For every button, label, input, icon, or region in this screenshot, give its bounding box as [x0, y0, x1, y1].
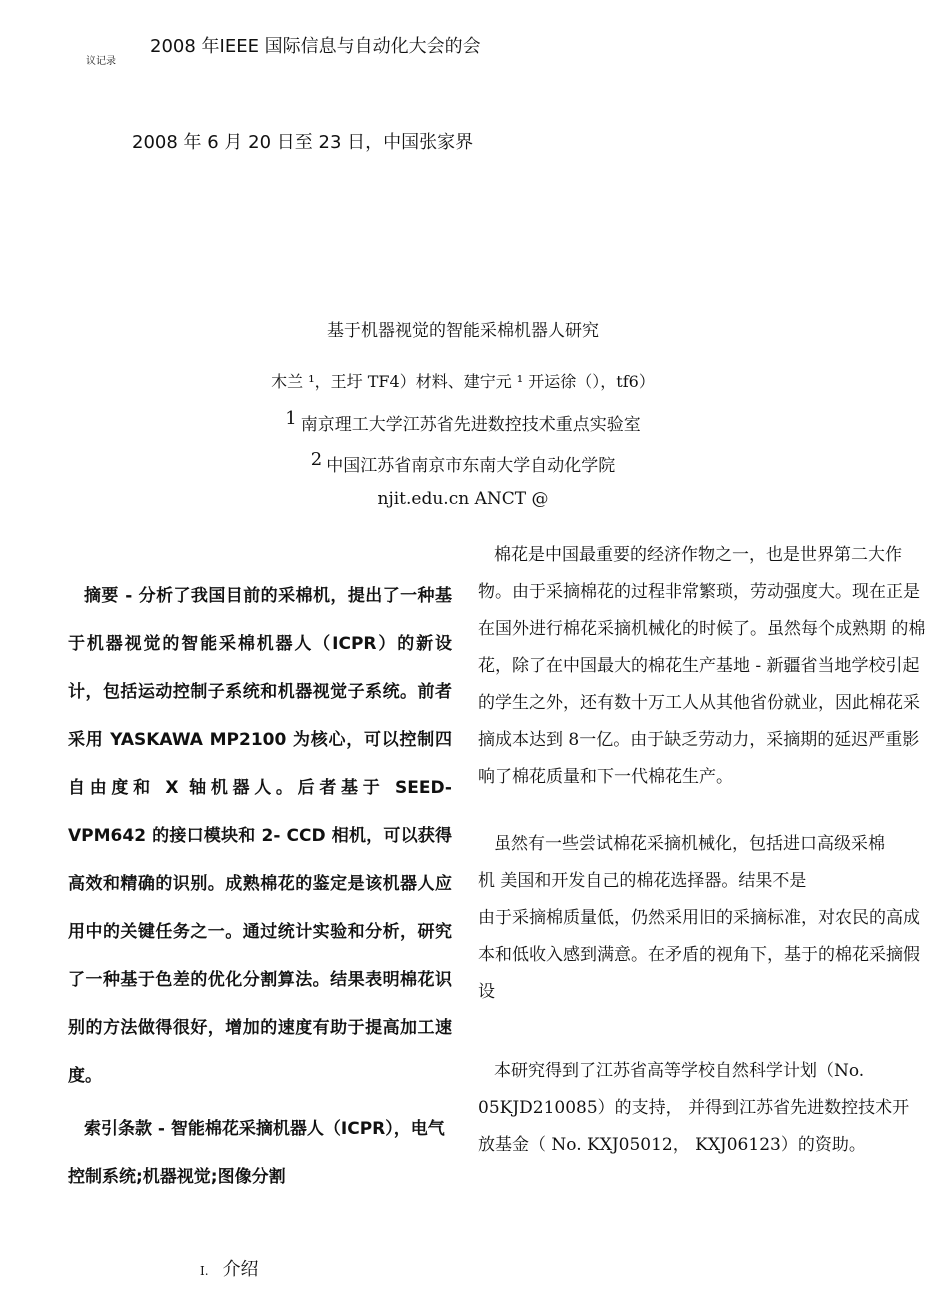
intro-paragraph-2: [478, 826, 926, 1016]
intro-paragraph-1-text: 棉花是中国最重要的经济作物之一，也是世界第二大作物。由于采摘棉花的过程非常繁琐，劳动强度大。现在正是在国外进行棉花采摘机械化的时候了。虽然每个成熟期 的棉花，除了在中国最大的棉花生产基地 - 新疆省当地学校引起的学生之外，还有数十万工人从其他省份就业，因此棉花采摘成本达到 8一亿。由于缺乏劳动力，采摘期的延迟严重影响了棉花质量和下一代棉花生产。: [478, 545, 926, 787]
intro-paragraph-2-rest: 由于采摘棉质量低，仍然采用旧的采摘标准，对农民的高成本和低收入感到满意。在矛盾的视角下，基于的棉花采摘假设: [478, 908, 920, 1002]
affiliation-2-number: 2: [310, 449, 323, 470]
conference-title-continued: 议记录: [86, 56, 116, 67]
abstract-label: 摘要: [84, 586, 119, 606]
paper-authors: 木兰 ¹，王圩 TF4）材料、建宁元 ¹ 开运徐（），tf6）: [271, 372, 655, 391]
abstract-text: - 分析了我国目前的采棉机，提出了一种基于机器视觉的智能采棉机器人（ICPR）的新设计，包括运动控制子系统和机器视觉子系统。前者采用 YASKAWA MP2100 为核心，可以控制四自由度和 X 轴机器人。后者基于 SEED-VPM642 的接口模块和 2- CCD 相机，可以获得高效和精确的识别。成熟棉花的鉴定是该机器人应用中的关键任务之一。通过统计实验和分析，研究了一种基于色差的优化分割算法。结果表明棉花识别的方法做得很好，增加的速度有助于提高加工速度。: [68, 586, 452, 1086]
index-terms-text: - 智能棉花采摘机器人（ICPR），电气控制系统;机器视觉;图像分割: [68, 1119, 445, 1187]
conference-title: 2008 年IEEE 国际信息与自动化大会的会: [150, 36, 481, 57]
author-email: njit.edu.cn ANCT @: [377, 489, 549, 509]
funding-note-text: 本研究得到了江苏省高等学校自然科学计划（No. 05KJD210085）的支持， 并得到江苏省先进数控技术开放基金（ No. KXJ05012， KXJ06123）的资助。: [478, 1061, 910, 1155]
intro-paragraph-2-line-2: 机 美国和开发自己的棉花选择器。结果不是: [478, 871, 807, 891]
intro-paragraph-1: [478, 537, 926, 823]
intro-paragraph-2-line-1: 虽然有一些尝试棉花采摘机械化，包括进口高级采棉: [494, 834, 885, 854]
conference-date-location: 2008 年 6 月 20 日至 23 日，中国张家界: [132, 132, 474, 153]
index-terms-label: 索引条款: [84, 1119, 152, 1139]
index-terms: [68, 1105, 452, 1201]
affiliation-1: [0, 408, 926, 435]
funding-note: [478, 1053, 926, 1173]
section-number: I.: [200, 1264, 209, 1278]
affiliation-2-text: 中国江苏省南京市东南大学自动化学院: [326, 456, 616, 476]
section-title: 介绍: [222, 1259, 259, 1280]
affiliation-1-number: 1: [285, 408, 297, 429]
paper-title: 基于机器视觉的智能采棉机器人研究: [327, 321, 599, 341]
abstract: [68, 572, 452, 1100]
affiliation-2: [0, 449, 926, 476]
section-heading-introduction: [200, 1255, 259, 1281]
affiliation-1-text: 南京理工大学江苏省先进数控技术重点实验室: [300, 415, 641, 435]
